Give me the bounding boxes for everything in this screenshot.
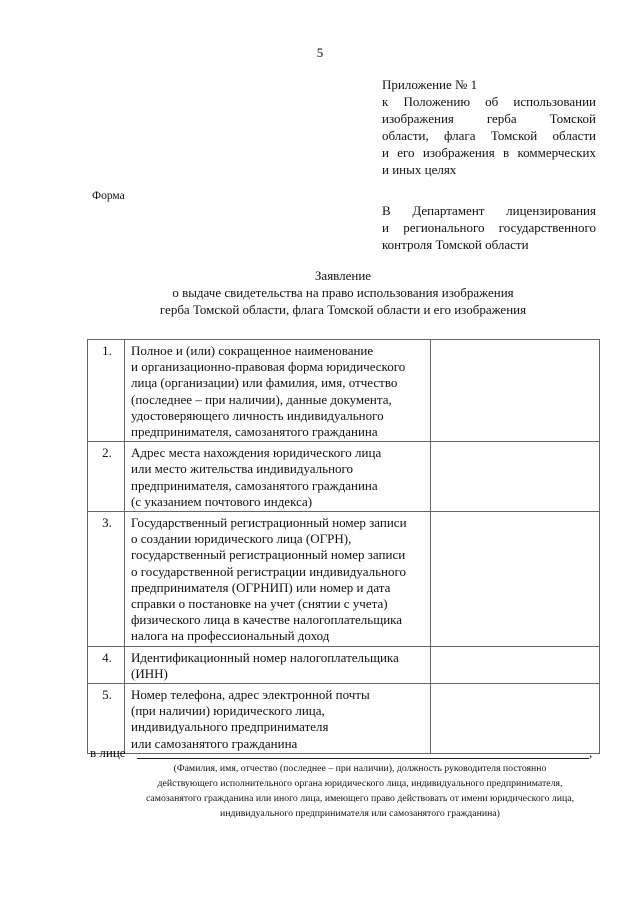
row-description-line: (ИНН): [131, 665, 168, 681]
row-description-line: справки о постановке на учет (снятии с учета): [131, 596, 388, 612]
row-description-line: (последнее – при наличии), данные документа,: [131, 391, 392, 407]
row-description-line: или место жительства индивидуального: [131, 461, 354, 477]
row-number: 3.: [88, 512, 125, 647]
row-description-line: Идентификационный номер налогоплательщика: [131, 649, 399, 665]
row-value-field[interactable]: [431, 512, 600, 647]
row-description: [125, 646, 431, 683]
form-label: Форма: [92, 190, 125, 202]
application-table: [87, 339, 600, 754]
addressee-line: контроля Томской области: [382, 237, 529, 252]
row-description: [125, 512, 431, 647]
row-description-line: о создании юридического лица (ОГРН),: [131, 531, 352, 547]
row-number: 1.: [88, 340, 125, 442]
signer-label: в лице: [90, 745, 126, 760]
row-description-line: Полное и (или) сокращенное наименование: [131, 343, 374, 358]
row-number: 5.: [88, 684, 125, 754]
signer-note-line: индивидуального предпринимателя или самозанятого гражданина): [220, 808, 500, 819]
row-description-line: предпринимателя, самозанятого гражданина: [131, 477, 378, 493]
row-description: [125, 340, 431, 442]
document-heading: [0, 267, 640, 318]
row-description: [125, 442, 431, 512]
row-value-field[interactable]: [431, 340, 600, 442]
addressee-line: В Департамент лицензирования: [382, 203, 596, 218]
appendix-line: Приложение № 1: [382, 77, 478, 92]
document-subtitle-line: о выдаче свидетельства на право использования изображения: [172, 285, 514, 300]
row-value-field[interactable]: [431, 442, 600, 512]
table-row: [88, 684, 600, 754]
table-row: [88, 512, 600, 647]
appendix-line: изображения герба Томской: [382, 111, 596, 126]
row-description-line: Государственный регистрационный номер записи: [131, 515, 407, 531]
appendix-line: и его изображения в коммерческих: [382, 145, 596, 160]
row-description-line: предпринимателя (ОГРНИП) или номер и дата: [131, 579, 391, 595]
appendix-line: и иных целях: [382, 162, 457, 177]
row-description-line: и организационно-правовая форма юридического: [131, 359, 406, 375]
row-description-line: индивидуального предпринимателя: [131, 719, 329, 735]
signer-name-field[interactable]: [137, 758, 589, 759]
signer-note: [95, 761, 625, 821]
addressee-block: [382, 202, 596, 253]
table-row: [88, 646, 600, 683]
appendix-line: к Положению об использовании: [382, 94, 596, 109]
row-description-line: (с указанием почтового индекса): [131, 493, 313, 509]
signer-note-line: самозанятого гражданина или иного лица, имеющего право действовать от имени юридического лица,: [145, 793, 575, 804]
row-description-line: удостоверяющего личность индивидуального: [131, 407, 384, 423]
row-description-line: физического лица в качестве налогоплательщика: [131, 612, 403, 628]
row-description-line: государственный регистрационный номер записи: [131, 547, 406, 563]
table-row: [88, 340, 600, 442]
document-subtitle-line: герба Томской области, флага Томской области и его изображения: [159, 302, 527, 317]
row-value-field[interactable]: [431, 684, 600, 754]
row-number: 4.: [88, 646, 125, 683]
row-description-line: (при наличии) юридического лица,: [131, 703, 325, 719]
signer-note-line: действующего исполнительного органа юридического лица, индивидуального предпринимателя,: [157, 778, 563, 789]
row-description-line: о государственной регистрации индивидуального: [131, 563, 406, 579]
row-description: [125, 684, 431, 754]
row-description-line: Адрес места нахождения юридического лица: [131, 445, 382, 461]
table-row: [88, 442, 600, 512]
row-description-line: предпринимателя, самозанятого гражданина: [131, 424, 378, 440]
row-number: 2.: [88, 442, 125, 512]
row-value-field[interactable]: [431, 646, 600, 683]
signer-note-line: (Фамилия, имя, отчество (последнее – при наличии), должность руководителя постоянно: [173, 763, 547, 774]
row-description-line: налога на профессиональный доход: [131, 628, 330, 644]
signer-comma: ,: [589, 745, 593, 760]
row-description-line: или самозанятого гражданина: [131, 735, 298, 751]
appendix-reference: [382, 76, 596, 178]
document-title: Заявление: [314, 268, 372, 283]
page-number: 5: [316, 45, 324, 60]
appendix-line: области, флага Томской области: [382, 128, 596, 143]
addressee-line: и регионального государственного: [382, 220, 596, 235]
row-description-line: лица (организации) или фамилия, имя, отчество: [131, 375, 398, 391]
row-description-line: Номер телефона, адрес электронной почты: [131, 687, 370, 703]
